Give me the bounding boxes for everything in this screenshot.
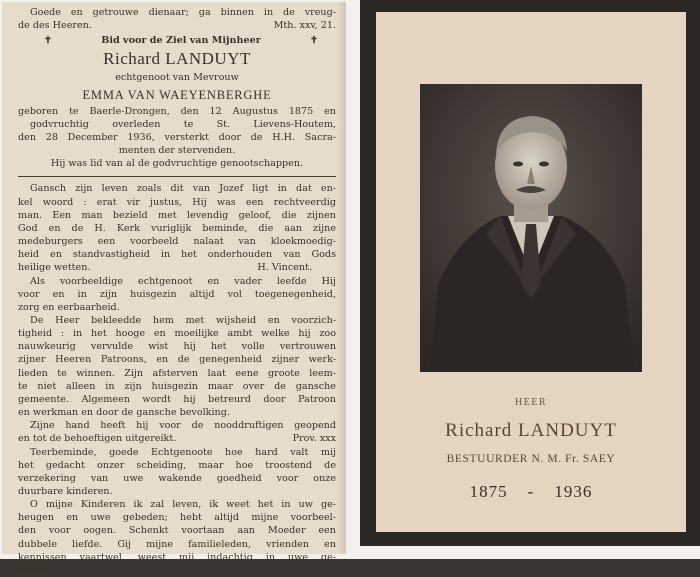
biography-block xyxy=(18,105,336,171)
deceased-name: Richard LANDUYT xyxy=(103,49,251,69)
text-line: te niet alleen in zijn huisgezin maar over de gansche xyxy=(18,380,336,392)
text-line: verzekering van uwe wakende goedheid voor onze xyxy=(18,472,336,484)
cross-icon: ✝ xyxy=(44,35,53,47)
text-line: duurbare kinderen. xyxy=(18,486,113,497)
text-line: Teerbeminde, goede Echtgenoote hoe hard valt mij xyxy=(30,446,336,458)
epigraph-text: de des Heeren. xyxy=(18,20,92,32)
epigraph-line-1: Goede en getrouwe dienaar; ga binnen in de vreug- xyxy=(30,7,336,18)
text-line: medeburgers een voorbeeld nalaat van kloekmoedig- xyxy=(18,236,336,248)
text-line: Zijne hand heeft hij voor de nooddruftigen geopend xyxy=(30,420,336,432)
portrait-title: BESTUURDER N. M. Fr. SAEY xyxy=(446,453,616,465)
honorific-label: HEER xyxy=(514,397,548,408)
text-line: De Heer bekleedde hem met wijsheid en voorzich- xyxy=(30,314,336,326)
text-line: het gedacht onzer scheiding, maar hoe troostend de xyxy=(18,459,336,471)
cross-icon: ✝ xyxy=(309,35,318,47)
quote-reference: Prov. xxx xyxy=(292,433,336,445)
text-line: Gansch zijn leven zoals dit van Jozef ligt in dat en- xyxy=(30,183,336,195)
text-line: zijner Heeren Patroons, en de genegenheid zijner werk- xyxy=(18,354,336,366)
card-edge-shadow xyxy=(338,2,346,554)
paragraph-6 xyxy=(18,498,336,577)
paragraph-2 xyxy=(18,275,336,314)
bio-line: den 28 December 1936, versterkt door de H.H. Sacra- xyxy=(18,131,336,143)
bio-line: geboren te Baerle-Drongen, den 12 Augustus 1875 en xyxy=(18,105,336,117)
spouse-label: echtgenoot van Mevrouw xyxy=(115,72,239,84)
text-line: den voor oogen. Schenkt voortaan aan Moeder een xyxy=(18,525,336,537)
text-line: heid en standvastigheid in het onderhouden van Gods xyxy=(18,249,336,261)
quote-reference: H. Vincent. xyxy=(257,262,312,274)
text-line: kel woord : erat vir justus, Hij was een rechtveerdig xyxy=(18,196,336,208)
birth-year: 1875 xyxy=(469,482,508,501)
bio-line: godvruchtig overleden te St. Lievens-Houtem, xyxy=(30,118,336,130)
text-line: lieden te winnen. Zijn afsterven laat eene groote leem- xyxy=(18,367,336,379)
life-years xyxy=(376,482,686,502)
death-year: 1936 xyxy=(554,482,593,501)
text-line: O mijne Kinderen ik zal leven, ik weet het in uw ge- xyxy=(30,499,336,511)
text-line: gemeente. Algemeen wordt hij betreurd door Patroon xyxy=(18,393,336,405)
text-line: voor en in zijn huisgezin altijd vol toegenegenheid, xyxy=(18,288,336,300)
text-line: en tot de behoeftigen uitgereikt. xyxy=(18,433,177,445)
memorial-text-card xyxy=(2,2,346,576)
text-line: God en de H. Kerk vuriglijk beminde, die aan zijne xyxy=(18,222,336,234)
text-line: Als voorbeeldige echtgenoot en vader leefde Hij xyxy=(30,275,336,287)
text-line: dubbele liefde. Gij mijne familieleden, vrienden en xyxy=(18,538,336,550)
paragraph-5 xyxy=(18,446,336,499)
bio-line: menten der stervenden. xyxy=(118,145,236,157)
text-line: heugen en uwe gebeden; hebt altijd mijne voorbeel- xyxy=(18,512,336,524)
portrait-photo xyxy=(420,84,642,372)
epigraph-reference: Mth. xxv, 21. xyxy=(273,20,336,32)
prayer-heading: Bid voor de Ziel van Mijnheer xyxy=(101,35,261,47)
paragraph-3 xyxy=(18,314,336,419)
para4-last-row xyxy=(18,432,336,445)
text-line: en werkman en door de gansche bevolking. xyxy=(18,407,230,419)
year-separator: - xyxy=(527,482,535,501)
spouse-name: EMMA VAN WAEYENBERGHE xyxy=(82,87,272,102)
portrait-illustration xyxy=(420,84,642,372)
text-line: heilige wetten. xyxy=(18,262,91,274)
paragraph-1 xyxy=(18,182,336,274)
bio-line: Hij was lid van al de godvruchtige genootschappen. xyxy=(50,158,304,170)
text-line: beden. xyxy=(18,564,51,576)
paragraph-4 xyxy=(18,419,336,445)
text-line: nauwkeurig vervulde wist hij het volle vertrouwen xyxy=(18,341,336,353)
portrait-name: Richard LANDUYT xyxy=(445,420,617,441)
prayer-heading-row xyxy=(18,34,336,47)
divider-rule xyxy=(18,176,336,177)
text-line: kennissen vaartwel, weest mij indachtig in uwe ge- xyxy=(18,551,336,563)
text-line: zorg en eerbaarheid. xyxy=(18,301,120,313)
epigraph-line-2 xyxy=(18,19,336,32)
para1-last-row xyxy=(18,261,336,274)
text-line: man. Een man bezield met levendig geloof, die zijnen xyxy=(18,209,336,221)
text-line: tigheid : in het hooge en moeilijke ambt welke hij zoo xyxy=(18,328,336,340)
